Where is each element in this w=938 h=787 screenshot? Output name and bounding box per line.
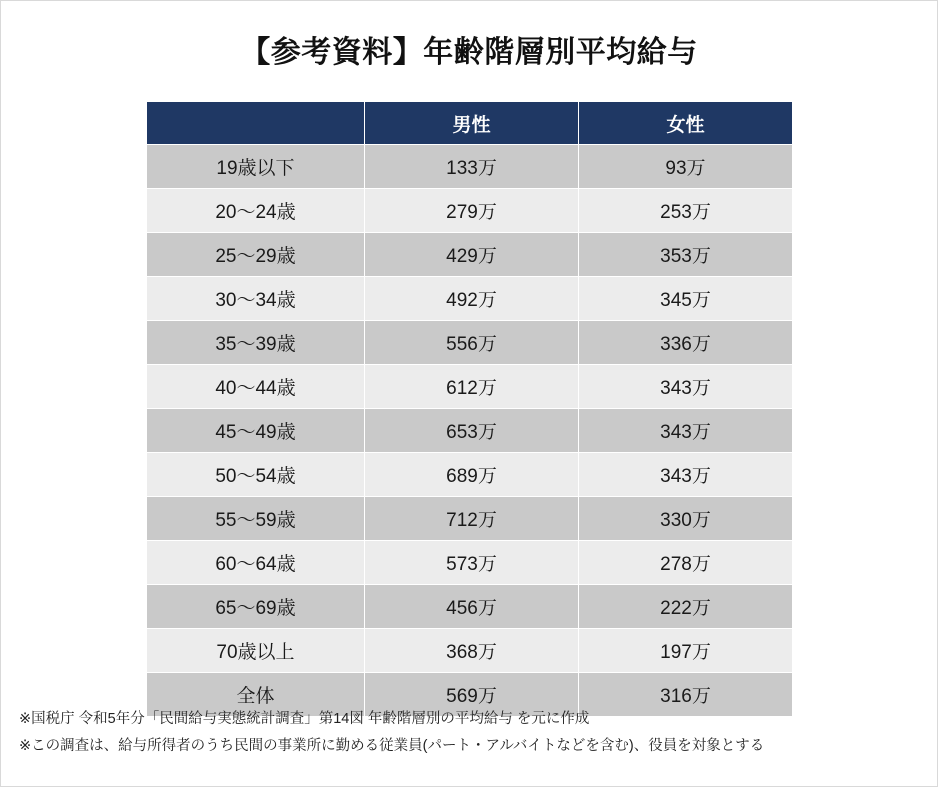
footnote-source: ※国税庁 令和5年分「民間給与実態統計調査」第14図 年齢階層別の平均給与 を元に作成 [19,711,590,728]
table-row [147,541,793,585]
cell-female: 316万 [579,673,793,717]
cell-age: 19歳以下 [147,145,365,189]
cell-male: 653万 [365,409,579,453]
table-row [147,409,793,453]
cell-male: 133万 [365,145,579,189]
cell-age: 全体 [147,673,365,717]
cell-age: 70歳以上 [147,629,365,673]
cell-age: 50〜54歳 [147,453,365,497]
table-row [147,365,793,409]
cell-age: 35〜39歳 [147,321,365,365]
table-row [147,497,793,541]
cell-age: 45〜49歳 [147,409,365,453]
cell-female: 343万 [579,365,793,409]
cell-female: 222万 [579,585,793,629]
page-title: 【参考資料】年齢階層別平均給与 [240,36,698,69]
cell-male: 492万 [365,277,579,321]
cell-male: 612万 [365,365,579,409]
cell-female: 93万 [579,145,793,189]
salary-table-container [146,101,792,717]
footnotes [19,706,919,760]
table-row [147,189,793,233]
table-row [147,321,793,365]
cell-male: 368万 [365,629,579,673]
cell-age: 55〜59歳 [147,497,365,541]
table-row [147,277,793,321]
cell-female: 343万 [579,409,793,453]
cell-female: 253万 [579,189,793,233]
table-row [147,629,793,673]
cell-female: 345万 [579,277,793,321]
footnote-scope: ※この調査は、給与所得者のうち民間の事業所に勤める従業員(パート・アルバイトなどを含む)、役員を対象とする [19,738,765,755]
cell-age: 25〜29歳 [147,233,365,277]
cell-male: 569万 [365,673,579,717]
table-header [147,102,793,145]
cell-male: 573万 [365,541,579,585]
cell-female: 336万 [579,321,793,365]
cell-age: 60〜64歳 [147,541,365,585]
cell-male: 712万 [365,497,579,541]
cell-male: 279万 [365,189,579,233]
table-row [147,585,793,629]
cell-female: 197万 [579,629,793,673]
table-body [147,145,793,717]
cell-male: 456万 [365,585,579,629]
table-row [147,233,793,277]
column-header-male: 男性 [365,102,579,145]
table-row [147,145,793,189]
table-row [147,453,793,497]
cell-female: 278万 [579,541,793,585]
salary-table [146,101,793,717]
cell-age: 30〜34歳 [147,277,365,321]
cell-male: 689万 [365,453,579,497]
cell-female: 353万 [579,233,793,277]
cell-male: 429万 [365,233,579,277]
column-header-female: 女性 [579,102,793,145]
cell-age: 65〜69歳 [147,585,365,629]
cell-age: 40〜44歳 [147,365,365,409]
table-header-row [147,102,793,145]
cell-female: 343万 [579,453,793,497]
column-header-age [147,102,365,145]
cell-female: 330万 [579,497,793,541]
cell-male: 556万 [365,321,579,365]
cell-age: 20〜24歳 [147,189,365,233]
